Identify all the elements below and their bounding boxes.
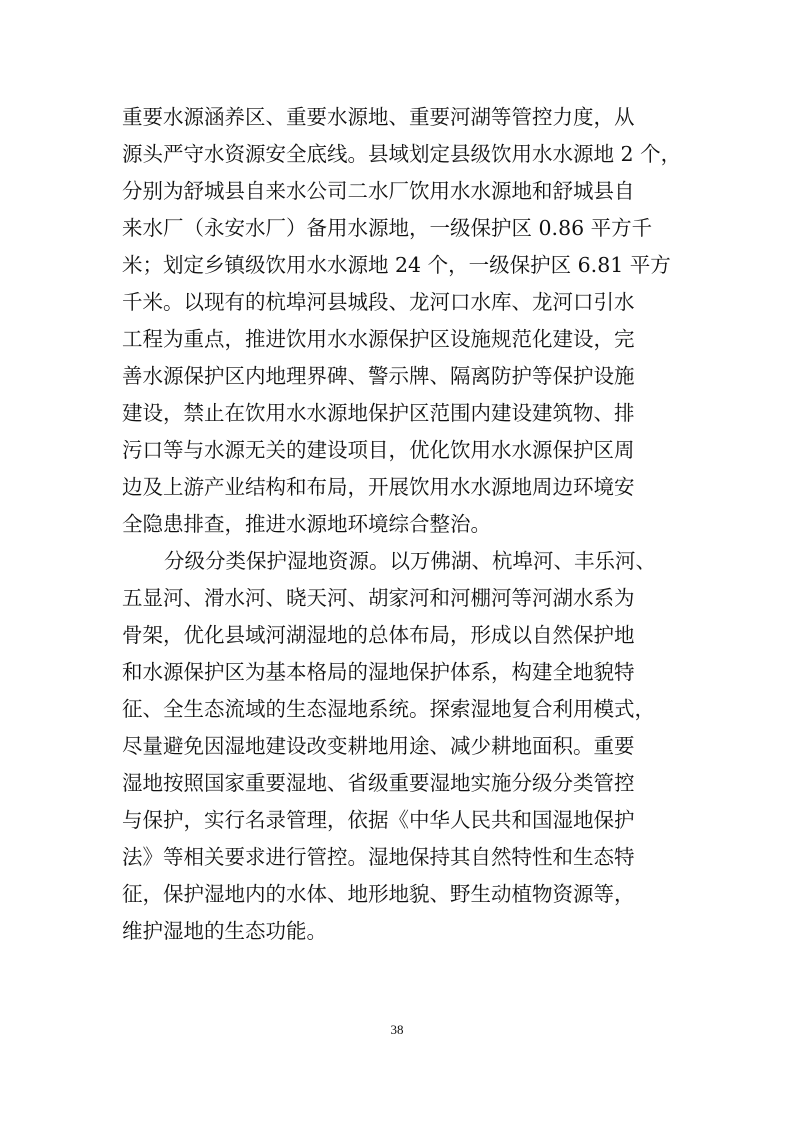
paragraph-1-line: 千米。以现有的杭埠河县城段、龙河口水库、龙河口引水 — [122, 290, 635, 314]
paragraph-2-line: 征、全生态流域的生态湿地系统。探索湿地复合利用模式， — [122, 697, 655, 721]
paragraph-2-line: 五显河、滑水河、晓天河、胡家河和河棚河等河湖水系为 — [122, 586, 635, 610]
paragraph-2-line: 与保护，实行名录管理，依据《中华人民共和国湿地保护 — [122, 808, 635, 832]
paragraph-1-line: 分别为舒城县自来水公司二水厂饮用水水源地和舒城县自 — [122, 179, 635, 203]
paragraph-2-line: 维护湿地的生态功能。 — [122, 919, 327, 943]
paragraph-1-line: 污口等与水源无关的建设项目，优化饮用水水源保护区周 — [122, 438, 635, 462]
paragraph-2-line: 分级分类保护湿地资源。以万佛湖、杭埠河、丰乐河、 — [164, 549, 656, 573]
paragraph-1-line: 善水源保护区内地理界碑、警示牌、隔离防护等保护设施 — [122, 364, 635, 388]
paragraph-1-line: 边及上游产业结构和布局，开展饮用水水源地周边环境安 — [122, 475, 635, 499]
paragraph-2-line: 尽量避免因湿地建设改变耕地用途、减少耕地面积。重要 — [122, 734, 635, 758]
paragraph-1-line: 建设，禁止在饮用水水源地保护区范围内建设建筑物、排 — [122, 401, 635, 425]
paragraph-1-line: 米；划定乡镇级饮用水水源地 24 个，一级保护区 6.81 平方 — [122, 253, 671, 277]
page-number: 38 — [390, 1022, 404, 1037]
paragraph-2-line: 和水源保护区为基本格局的湿地保护体系，构建全地貌特 — [122, 660, 635, 684]
paragraph-2-line: 法》等相关要求进行管控。湿地保持其自然特性和生态特 — [122, 845, 635, 869]
paragraph-1-line: 重要水源涵养区、重要水源地、重要河湖等管控力度，从 — [122, 105, 635, 129]
paragraph-2-line: 湿地按照国家重要湿地、省级重要湿地实施分级分类管控 — [122, 771, 635, 795]
paragraph-2-line: 骨架，优化县域河湖湿地的总体布局，形成以自然保护地 — [122, 623, 635, 647]
paragraph-1-line: 全隐患排查，推进水源地环境综合整治。 — [122, 512, 491, 536]
paragraph-2-line: 征，保护湿地内的水体、地形地貌、野生动植物资源等， — [122, 882, 635, 906]
paragraph-1-line: 来水厂（永安水厂）备用水源地，一级保护区 0.86 平方千 — [122, 216, 653, 240]
paragraph-1-line: 源头严守水资源安全底线。县域划定县级饮用水水源地 2 个， — [122, 142, 682, 166]
paragraph-1-line: 工程为重点，推进饮用水水源保护区设施规范化建设，完 — [122, 327, 635, 351]
